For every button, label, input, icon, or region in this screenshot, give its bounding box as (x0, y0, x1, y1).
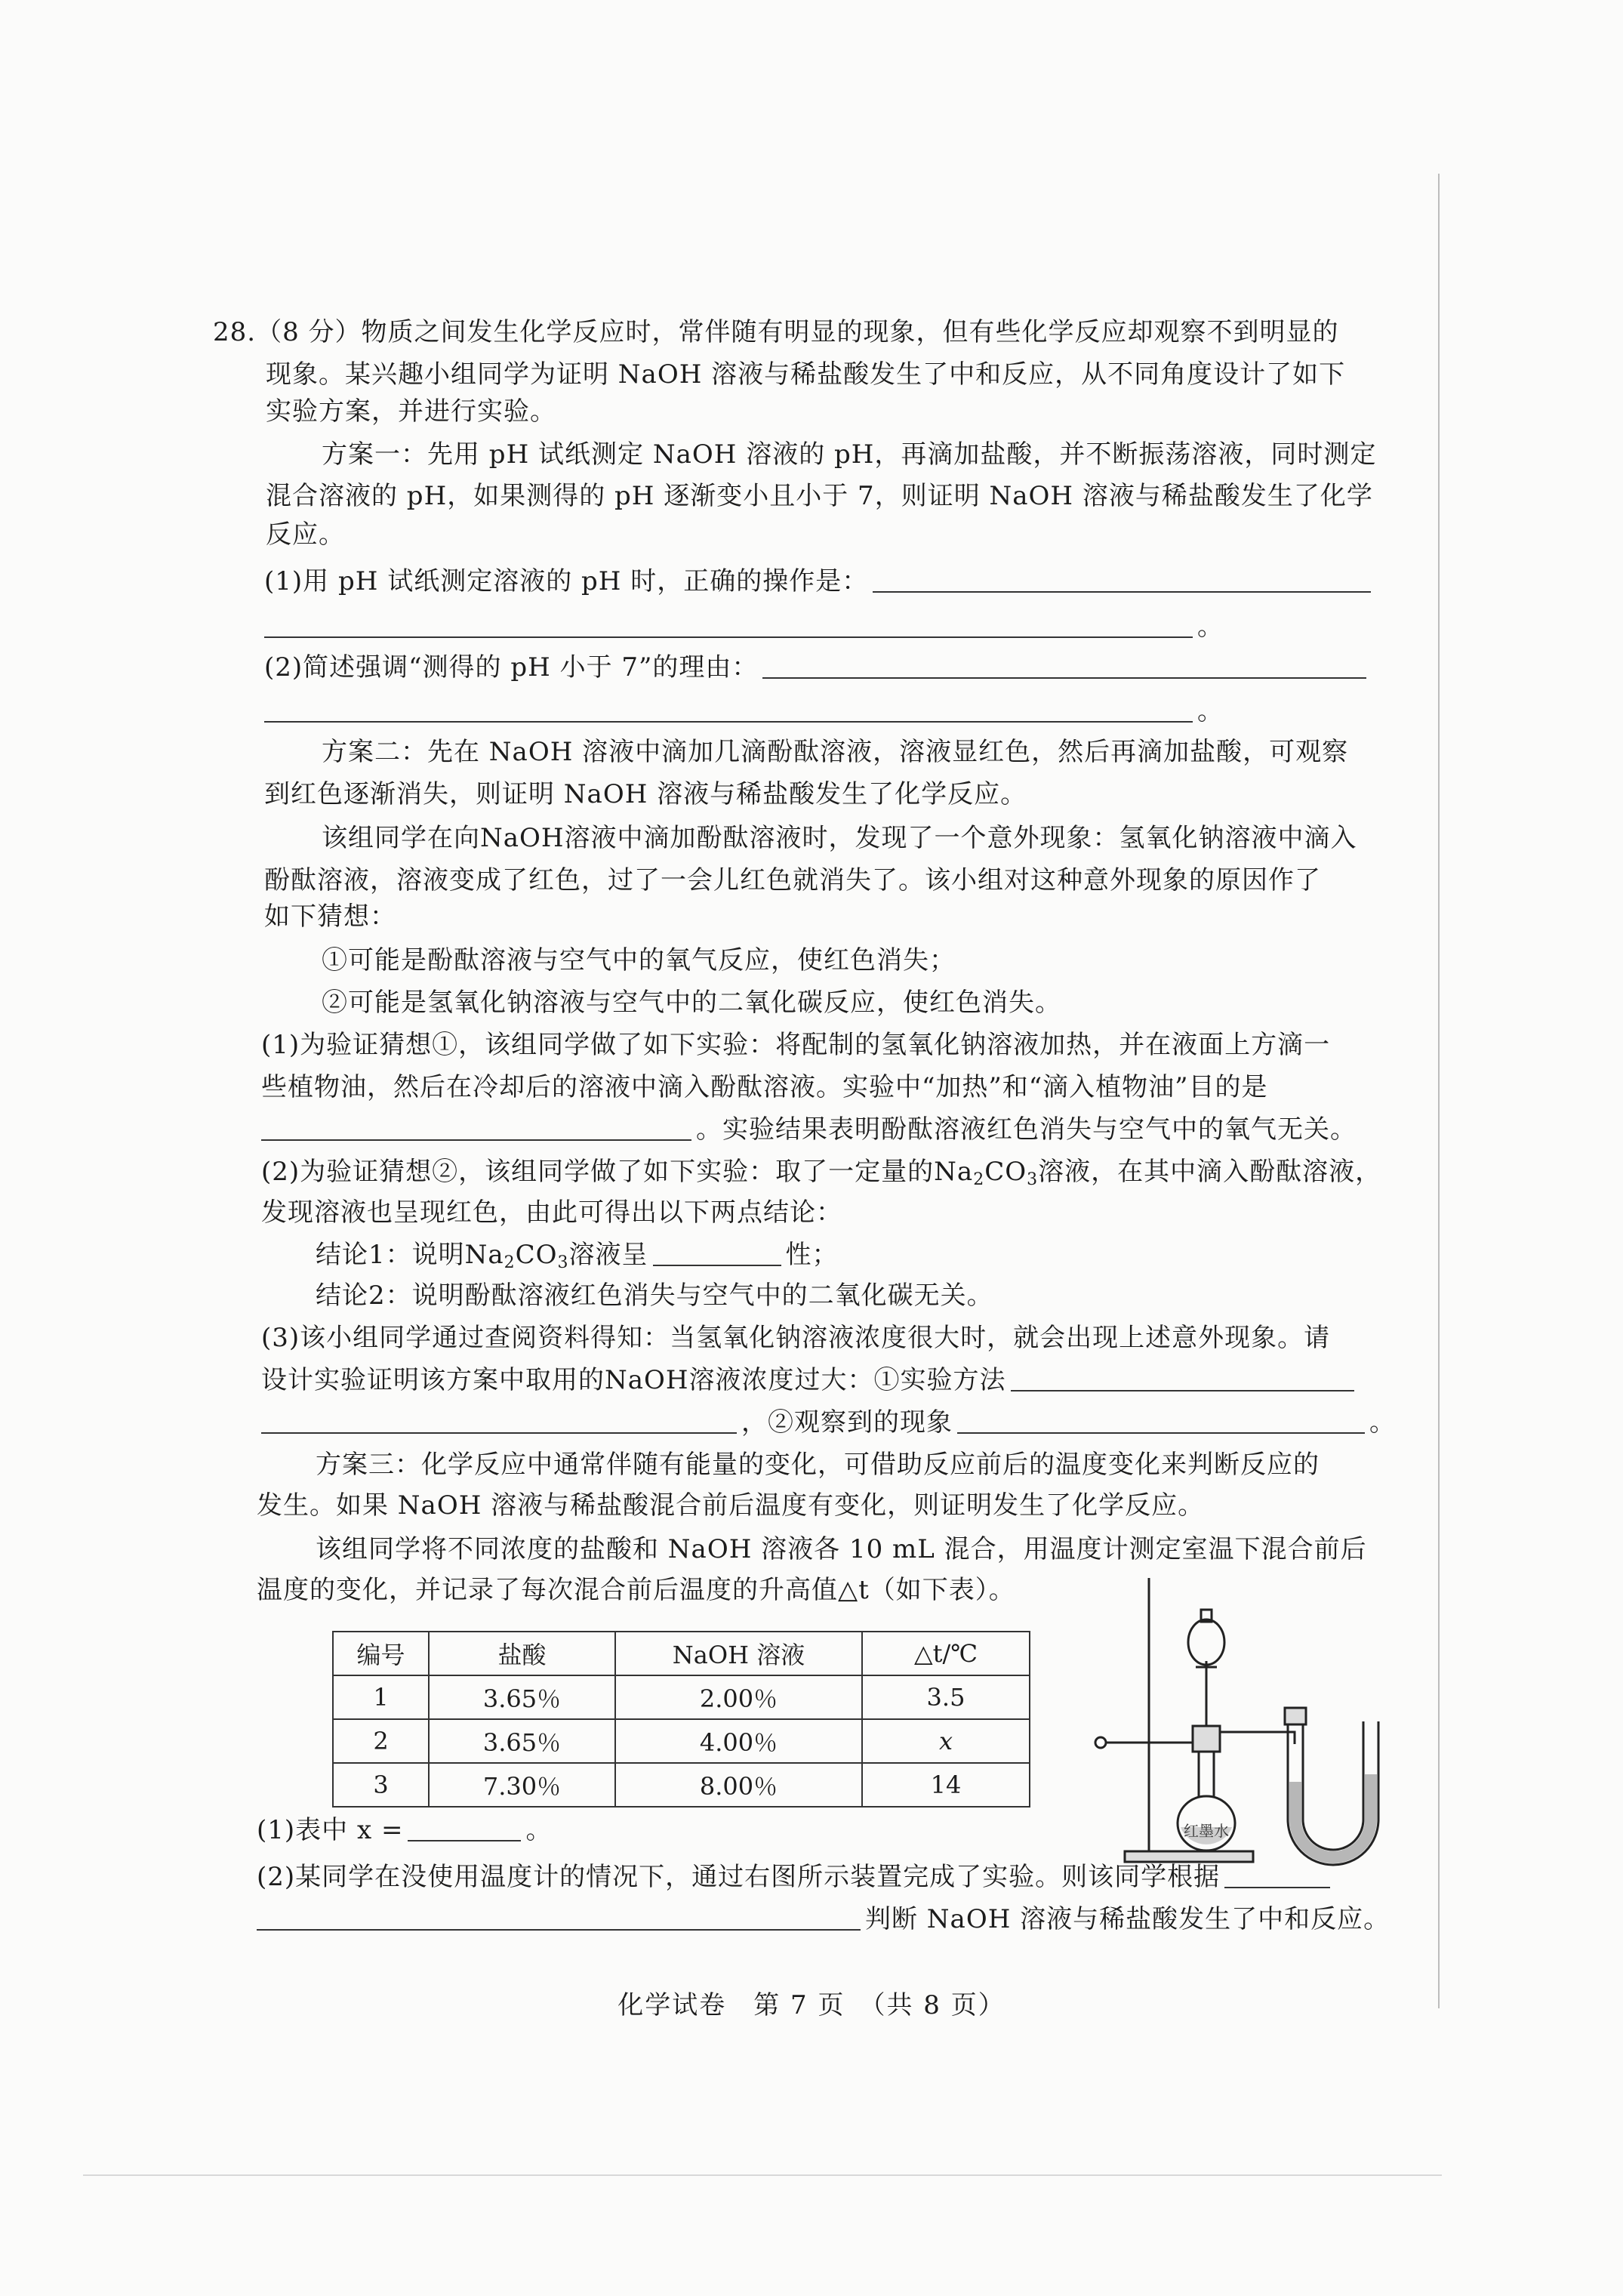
plan1-q1-text: (1)用 pH 试纸测定溶液的 pH 时，正确的操作是： (264, 566, 869, 596)
answer-blank[interactable] (264, 698, 1193, 723)
plan3-line-4: 温度的变化，并记录了每次混合前后温度的升高值△t（如下表）。 (257, 1575, 1015, 1605)
plan2-q2-line-2: 发现溶液也呈现红色，由此可得出以下两点结论： (261, 1197, 842, 1228)
subscript: 2 (973, 1170, 985, 1189)
answer-blank[interactable] (653, 1242, 781, 1266)
header-cell: NaOH 溶液 (615, 1632, 862, 1675)
header-cell: 盐酸 (429, 1632, 615, 1675)
table-cell: x (862, 1719, 1030, 1763)
u-tube-inner (1303, 1721, 1363, 1850)
q28-line-2: 现象。某兴趣小组同学为证明 NaOH 溶液与稀盐酸发生了中和反应，从不同角度设计了如下 (266, 359, 1346, 390)
table-cell: 3.65％ (429, 1719, 615, 1763)
table-header-row (333, 1632, 1030, 1675)
plan3-question-1 (257, 1814, 552, 1847)
q2-text-a: (2)为验证猜想②，该组同学做了如下实验：取了一定量的Na (261, 1157, 974, 1187)
answer-blank[interactable] (261, 1117, 691, 1141)
plan2-line-1: 方案二：先在 NaOH 溶液中滴加几滴酚酞溶液，溶液显红色，然后再滴加盐酸，可观察 (322, 737, 1349, 767)
plan3-question-2-cont (257, 1903, 1390, 1936)
separatory-funnel (1188, 1620, 1224, 1665)
plan3-q2-end: 判断 NaOH 溶液与稀盐酸发生了中和反应。 (865, 1904, 1390, 1934)
table-cell: 4.00％ (615, 1719, 862, 1763)
page-footer: 化学试卷 第 7 页 （共 8 页） (617, 1990, 1006, 2020)
subscript: 2 (504, 1253, 516, 1272)
table-cell: 14 (862, 1763, 1030, 1807)
delivery-tube (1220, 1732, 1295, 1744)
plan1-question-1 (264, 565, 1375, 598)
plan1-q2-text: (2)简述强调“测得的 pH 小于 7”的理由： (264, 652, 759, 683)
table-cell: 7.30％ (429, 1763, 615, 1807)
table-cell: 2 (333, 1719, 429, 1763)
stopper (1193, 1726, 1220, 1752)
answer-blank[interactable] (261, 1410, 737, 1434)
table-cell: 8.00％ (615, 1763, 862, 1807)
plan1-line-3: 反应。 (266, 519, 345, 550)
plan3-q1-end: 。 (525, 1815, 553, 1845)
q2-text-c: 溶液，在其中滴入酚酞溶液， (1038, 1157, 1382, 1187)
guess-2: ②可能是氢氧化钠溶液与空气中的二氧化碳反应，使红色消失。 (322, 988, 1061, 1018)
answer-blank[interactable] (873, 569, 1371, 593)
plan2-q3-line-3 (261, 1406, 1396, 1439)
answer-blank[interactable] (1224, 1864, 1330, 1888)
q3-text: 设计实验证明该方案中取用的NaOH溶液浓度过大：①实验方法 (261, 1365, 1006, 1395)
c1-text-a: 结论1：说明Na (316, 1240, 504, 1270)
table-cell: 3.5 (862, 1675, 1030, 1719)
answer-blank[interactable] (257, 1906, 861, 1931)
plan2-line-2: 到红色逐渐消失，则证明 NaOH 溶液与稀盐酸发生了化学反应。 (264, 779, 1027, 809)
plan1-line-1: 方案一：先用 pH 试纸测定 NaOH 溶液的 pH，再滴加盐酸，并不断振荡溶液，同时测定 (322, 439, 1377, 470)
table-row (333, 1675, 1030, 1719)
apparatus-figure (1087, 1570, 1419, 1872)
table-row (333, 1763, 1030, 1807)
plan2-q1-end: 。实验结果表明酚酞溶液红色消失与空气中的氧气无关。 (696, 1114, 1357, 1145)
subscript: 3 (557, 1253, 569, 1272)
q2-text-b: CO (984, 1157, 1027, 1187)
plan2-q2-line-1 (261, 1155, 1381, 1188)
plan2-q3-line-2 (261, 1364, 1359, 1397)
figure-label: 红墨水 (1184, 1822, 1229, 1840)
table-row (333, 1719, 1030, 1763)
c1-text-d: 性； (785, 1240, 839, 1270)
plan3-q2-text: (2)某同学在没使用温度计的情况下，通过右图所示装置完成了实验。则该同学根据 (257, 1862, 1221, 1892)
q28-line-1: 28.（8 分）物质之间发生化学反应时，常伴随有明显的现象，但有些化学反应却观察不到明显的 (213, 317, 1339, 347)
table-cell: 3 (333, 1763, 429, 1807)
plan3-line-3: 该组同学将不同浓度的盐酸和 NaOH 溶液各 10 mL 混合，用温度计测定室温下混合前后 (316, 1534, 1367, 1564)
header-cell: △t/℃ (862, 1632, 1030, 1675)
plan2-q1-line-1: (1)为验证猜想①，该组同学做了如下实验：将配制的氢氧化钠溶液加热，并在液面上方滴一 (261, 1030, 1331, 1060)
plan1-line-2: 混合溶液的 pH，如果测得的 pH 逐渐变小且小于 7，则证明 NaOH 溶液与稀盐酸发生了化学 (266, 481, 1373, 511)
plan1-question-2 (264, 651, 1371, 684)
answer-blank[interactable] (408, 1817, 521, 1841)
table-cell: 1 (333, 1675, 429, 1719)
plan2-line-5: 如下猜想： (264, 901, 396, 932)
period: 。 (1197, 612, 1224, 642)
plan3-line-1: 方案三：化学反应中通常伴随有能量的变化，可借助反应前后的温度变化来判断反应的 (316, 1450, 1320, 1480)
plan2-q1-line-2: 些植物油，然后在冷却后的溶液中滴入酚酞溶液。实验中“加热”和“滴入植物油”目的是 (261, 1072, 1268, 1102)
scan-edge-right (1438, 174, 1440, 2008)
plan1-q1-continuation (264, 610, 1224, 643)
u-tube-stopper (1285, 1708, 1306, 1724)
answer-blank[interactable] (957, 1410, 1365, 1434)
plan3-question-2 (257, 1860, 1335, 1894)
guess-1: ①可能是酚酞溶液与空气中的氧气反应，使红色消失； (322, 945, 956, 975)
period: 。 (1369, 1407, 1396, 1438)
plan3-line-2: 发生。如果 NaOH 溶液与稀盐酸混合前后温度有变化，则证明发生了化学反应。 (257, 1490, 1205, 1521)
scan-edge-bottom (83, 2174, 1442, 2176)
period: 。 (1197, 696, 1224, 726)
plan3-q1-text: (1)表中 x = (257, 1815, 404, 1845)
subscript: 3 (1027, 1170, 1039, 1189)
q28-line-3: 实验方案，并进行实验。 (266, 396, 556, 427)
q3-text-2: ，②观察到的现象 (741, 1407, 953, 1438)
c1-text-b: CO (515, 1240, 558, 1270)
data-table (332, 1631, 1030, 1808)
answer-blank[interactable] (762, 655, 1366, 679)
plan2-line-4: 酚酞溶液，溶液变成了红色，过了一会儿红色就消失了。该小组对这种意外现象的原因作了 (264, 865, 1321, 895)
plan2-q3-line-1: (3)该小组同学通过查阅资料得知：当氢氧化钠溶液浓度很大时，就会出现上述意外现象。请 (261, 1323, 1331, 1353)
conclusion-2: 结论2：说明酚酞溶液红色消失与空气中的二氧化碳无关。 (316, 1281, 993, 1311)
plan2-line-3: 该组同学在向NaOH溶液中滴加酚酞溶液时，发现了一个意外现象：氢氧化钠溶液中滴入 (322, 823, 1357, 853)
answer-blank[interactable] (264, 614, 1193, 638)
flask-neck (1199, 1752, 1214, 1797)
table-cell: 3.65％ (429, 1675, 615, 1719)
header-cell: 编号 (333, 1632, 429, 1675)
table-cell: 2.00％ (615, 1675, 862, 1719)
plan2-q1-line-3 (261, 1113, 1357, 1146)
conclusion-1 (316, 1238, 839, 1271)
answer-blank[interactable] (1011, 1367, 1354, 1391)
clamp-screw (1095, 1737, 1106, 1748)
plan1-q2-continuation (264, 695, 1224, 728)
c1-text-c: 溶液呈 (568, 1240, 648, 1270)
